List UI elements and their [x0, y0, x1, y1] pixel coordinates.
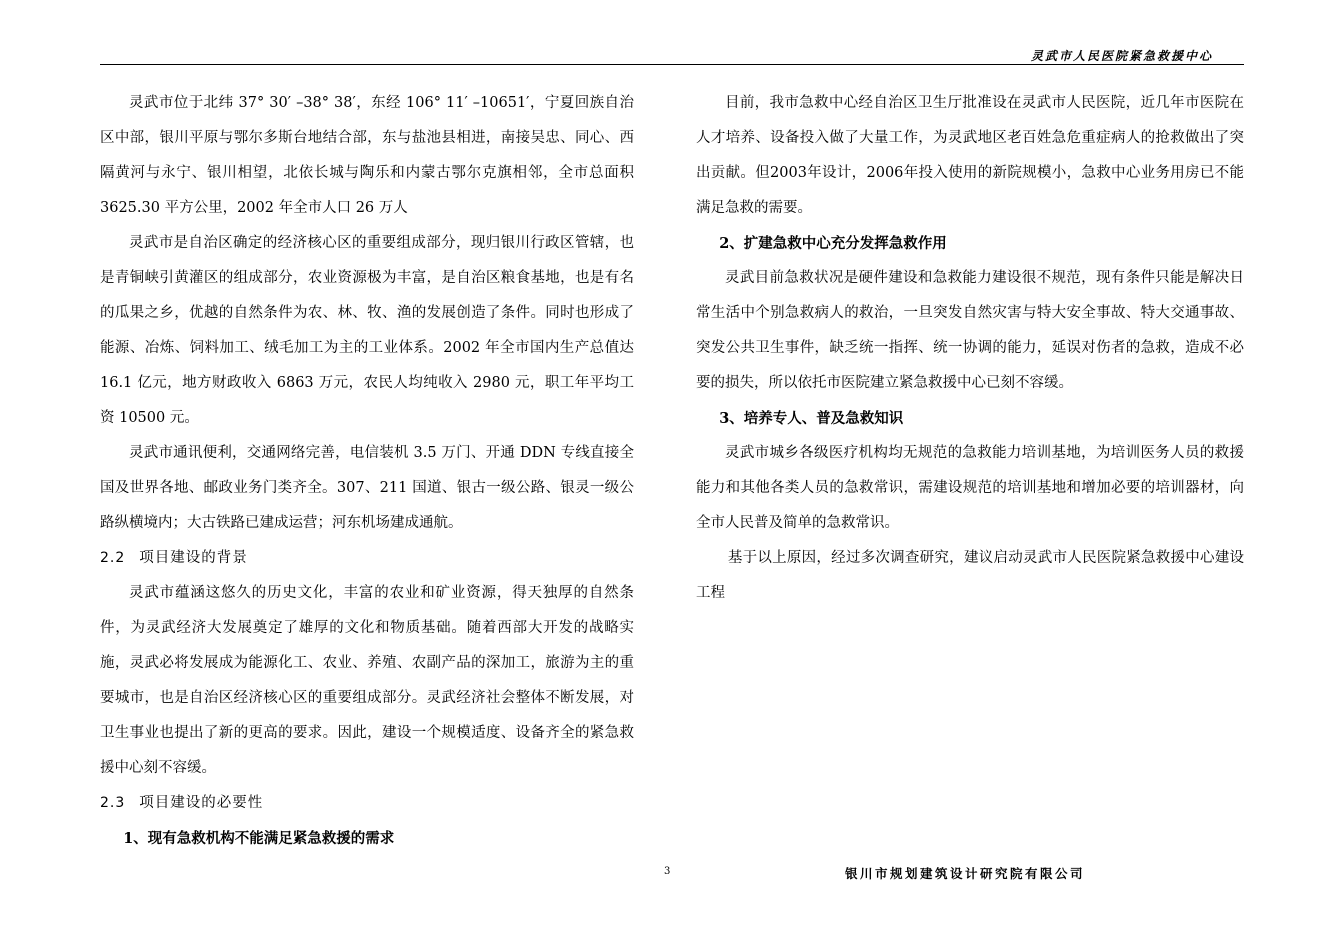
- section-title: 项目建设的背景: [139, 550, 248, 566]
- right-column: [696, 86, 1244, 611]
- paragraph-emergency-status: 灵武目前急救状况是硬件建设和急救能力建设很不规范，现有条件只能是解决日常生活中个别急救病人的救治，一旦突发自然灾害与特大安全事故、特大交通事故、突发公共卫生事件，缺乏统一指挥、统一协调的能力，延误对伤者的急救，造成不必要的损失，所以依托市医院建立紧急救援中心已刻不容缓。: [696, 270, 1244, 391]
- subheading-3: 3、培养专人、普及急救知识: [719, 410, 904, 427]
- page-number: 3: [664, 866, 671, 877]
- paragraph-economy: 灵武市是自治区确定的经济核心区的重要组成部分，现归银川行政区管辖，也是青铜峡引黄灌区的组成部分，农业资源极为丰富，是自治区粮食基地，也是有名的瓜果之乡，优越的自然条件为农、林、牧、渔的发展创造了条件。同时也形成了能源、冶炼、饲料加工、绒毛加工为主的工业体系。2002 年全市国内生产总值达 16.1 亿元，地方财政收入 6863 万元，农民人均纯收入 2980 元，职工年平均工资 10500 元。: [100, 235, 634, 426]
- section-heading-2-3: [100, 786, 634, 821]
- subheading-1: 1、现有急救机构不能满足紧急救援的需求: [123, 830, 395, 847]
- subheading-2: 2、扩建急救中心充分发挥急救作用: [719, 235, 947, 252]
- paragraph-current-status: 目前，我市急救中心经自治区卫生厅批准设在灵武市人民医院，近几年市医院在人才培养、设备投入做了大量工作，为灵武地区老百姓急危重症病人的抢救做出了突出贡献。但2003年设计，2006年投入使用的新院规模小，急救中心业务用房已不能满足急救的需要。: [696, 95, 1244, 216]
- paragraph-location: 灵武市位于北纬 37° 30′ –38° 38′，东经 106° 11′ –10651′，宁夏回族自治区中部，银川平原与鄂尔多斯台地结合部，东与盐池县相进，南接吴忠、同心、西隔黄河与永宁、银川相望，北依长城与陶乐和内蒙古鄂尔克旗相邻，全市总面积 3625.30 平方公里，2002 年全市人口 26 万人: [100, 95, 634, 216]
- paragraph-conclusion: 基于以上原因，经过多次调查研究，建议启动灵武市人民医院紧急救援中心建设工程: [696, 550, 1244, 601]
- section-number: 2.3: [100, 795, 126, 811]
- paragraph-background: 灵武市蕴涵这悠久的历史文化，丰富的农业和矿业资源，得天独厚的自然条件，为灵武经济大发展奠定了雄厚的文化和物质基础。随着西部大开发的战略实施，灵武必将发展成为能源化工、农业、养殖、农副产品的深加工，旅游为主的重要城市，也是自治区经济核心区的重要组成部分。灵武经济社会整体不断发展，对卫生事业也提出了新的更高的要求。因此，建设一个规模适度、设备齐全的紧急救援中心刻不容缓。: [100, 585, 634, 776]
- paragraph-training: 灵武市城乡各级医疗机构均无规范的急救能力培训基地，为培训医务人员的救援能力和其他各类人员的急救常识，需建设规范的培训基地和增加必要的培训器材，向全市人民普及简单的急救常识。: [696, 445, 1244, 531]
- header-rule: [100, 64, 1244, 65]
- section-heading-2-2: [100, 541, 634, 576]
- section-number: 2.2: [100, 550, 126, 566]
- paragraph-transport: 灵武市通讯便利，交通网络完善，电信装机 3.5 万门、开通 DDN 专线直接全国及世界各地、邮政业务门类齐全。307、211 国道、银古一级公路、银灵一级公路纵横境内；大古铁路已建成运营；河东机场建成通航。: [100, 445, 634, 531]
- left-column: [100, 86, 634, 856]
- footer-organization: 银川市规划建筑设计研究院有限公司: [845, 866, 1086, 881]
- section-title: 项目建设的必要性: [139, 795, 264, 811]
- header-title: 灵武市人民医院紧急救援中心: [1030, 49, 1213, 63]
